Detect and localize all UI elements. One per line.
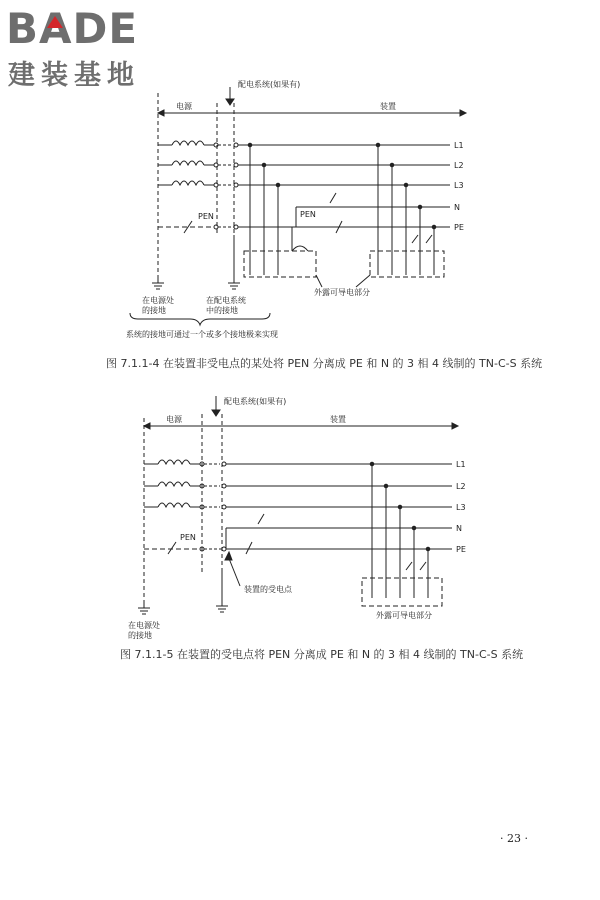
page-number: · 23 · bbox=[500, 832, 528, 845]
earth-source-label-2b: 的接地 bbox=[128, 631, 152, 640]
pen-label-left: PEN bbox=[198, 212, 214, 221]
line-l1-label: L1 bbox=[454, 141, 464, 150]
earth-dist-label-1: 在配电系统 bbox=[206, 296, 246, 305]
earth-source-label-1: 在电源处 bbox=[142, 296, 174, 305]
figure-7-1-1-5-diagram bbox=[0, 392, 600, 642]
dist-system-label-2: 配电系统(如果有) bbox=[224, 397, 287, 406]
earth-source-label-2: 的接地 bbox=[142, 306, 166, 315]
line-n-label: N bbox=[454, 203, 460, 212]
line-l3-label-2: L3 bbox=[456, 503, 466, 512]
figure-7-1-1-4-diagram bbox=[0, 75, 600, 350]
logo-subtitle: 建装基地 bbox=[8, 60, 140, 91]
earth-source-label-2a: 在电源处 bbox=[128, 621, 160, 630]
line-l2-label-2: L2 bbox=[456, 482, 466, 491]
pen-label-2: PEN bbox=[180, 533, 196, 542]
installation-label-2: 装置 bbox=[330, 415, 346, 424]
exposed-parts-label-2: 外露可导电部分 bbox=[376, 611, 432, 620]
line-l1-label-2: L1 bbox=[456, 460, 466, 469]
line-pe-label: PE bbox=[454, 223, 464, 232]
pen-label-right: PEN bbox=[300, 210, 316, 219]
logo-wordmark: BADE bbox=[6, 4, 139, 53]
line-pe-label-2: PE bbox=[456, 545, 466, 554]
source-label: 电源 bbox=[176, 102, 192, 111]
installation-label: 装置 bbox=[380, 102, 396, 111]
earth-dist-label-2: 中的接地 bbox=[206, 306, 238, 315]
exposed-parts-label: 外露可导电部分 bbox=[314, 288, 370, 297]
logo-accent-icon bbox=[47, 16, 63, 28]
source-label-2: 电源 bbox=[166, 415, 182, 424]
figure-7-1-1-5-caption: 图 7.1.1-5 在装置的受电点将 PEN 分离成 PE 和 N 的 3 相 4 线制的 TN-C-S 系统 bbox=[120, 648, 524, 661]
earth-note: 系统的接地可通过一个或多个接地极来实现 bbox=[126, 330, 278, 339]
line-l3-label: L3 bbox=[454, 181, 464, 190]
line-n-label-2: N bbox=[456, 524, 462, 533]
figure-7-1-1-4-caption: 图 7.1.1-4 在装置非受电点的某处将 PEN 分离成 PE 和 N 的 3 相 4 线制的 TN-C-S 系统 bbox=[106, 357, 543, 370]
line-l2-label: L2 bbox=[454, 161, 464, 170]
receiving-point-label: 装置的受电点 bbox=[244, 585, 292, 594]
dist-system-label: 配电系统(如果有) bbox=[238, 80, 301, 89]
